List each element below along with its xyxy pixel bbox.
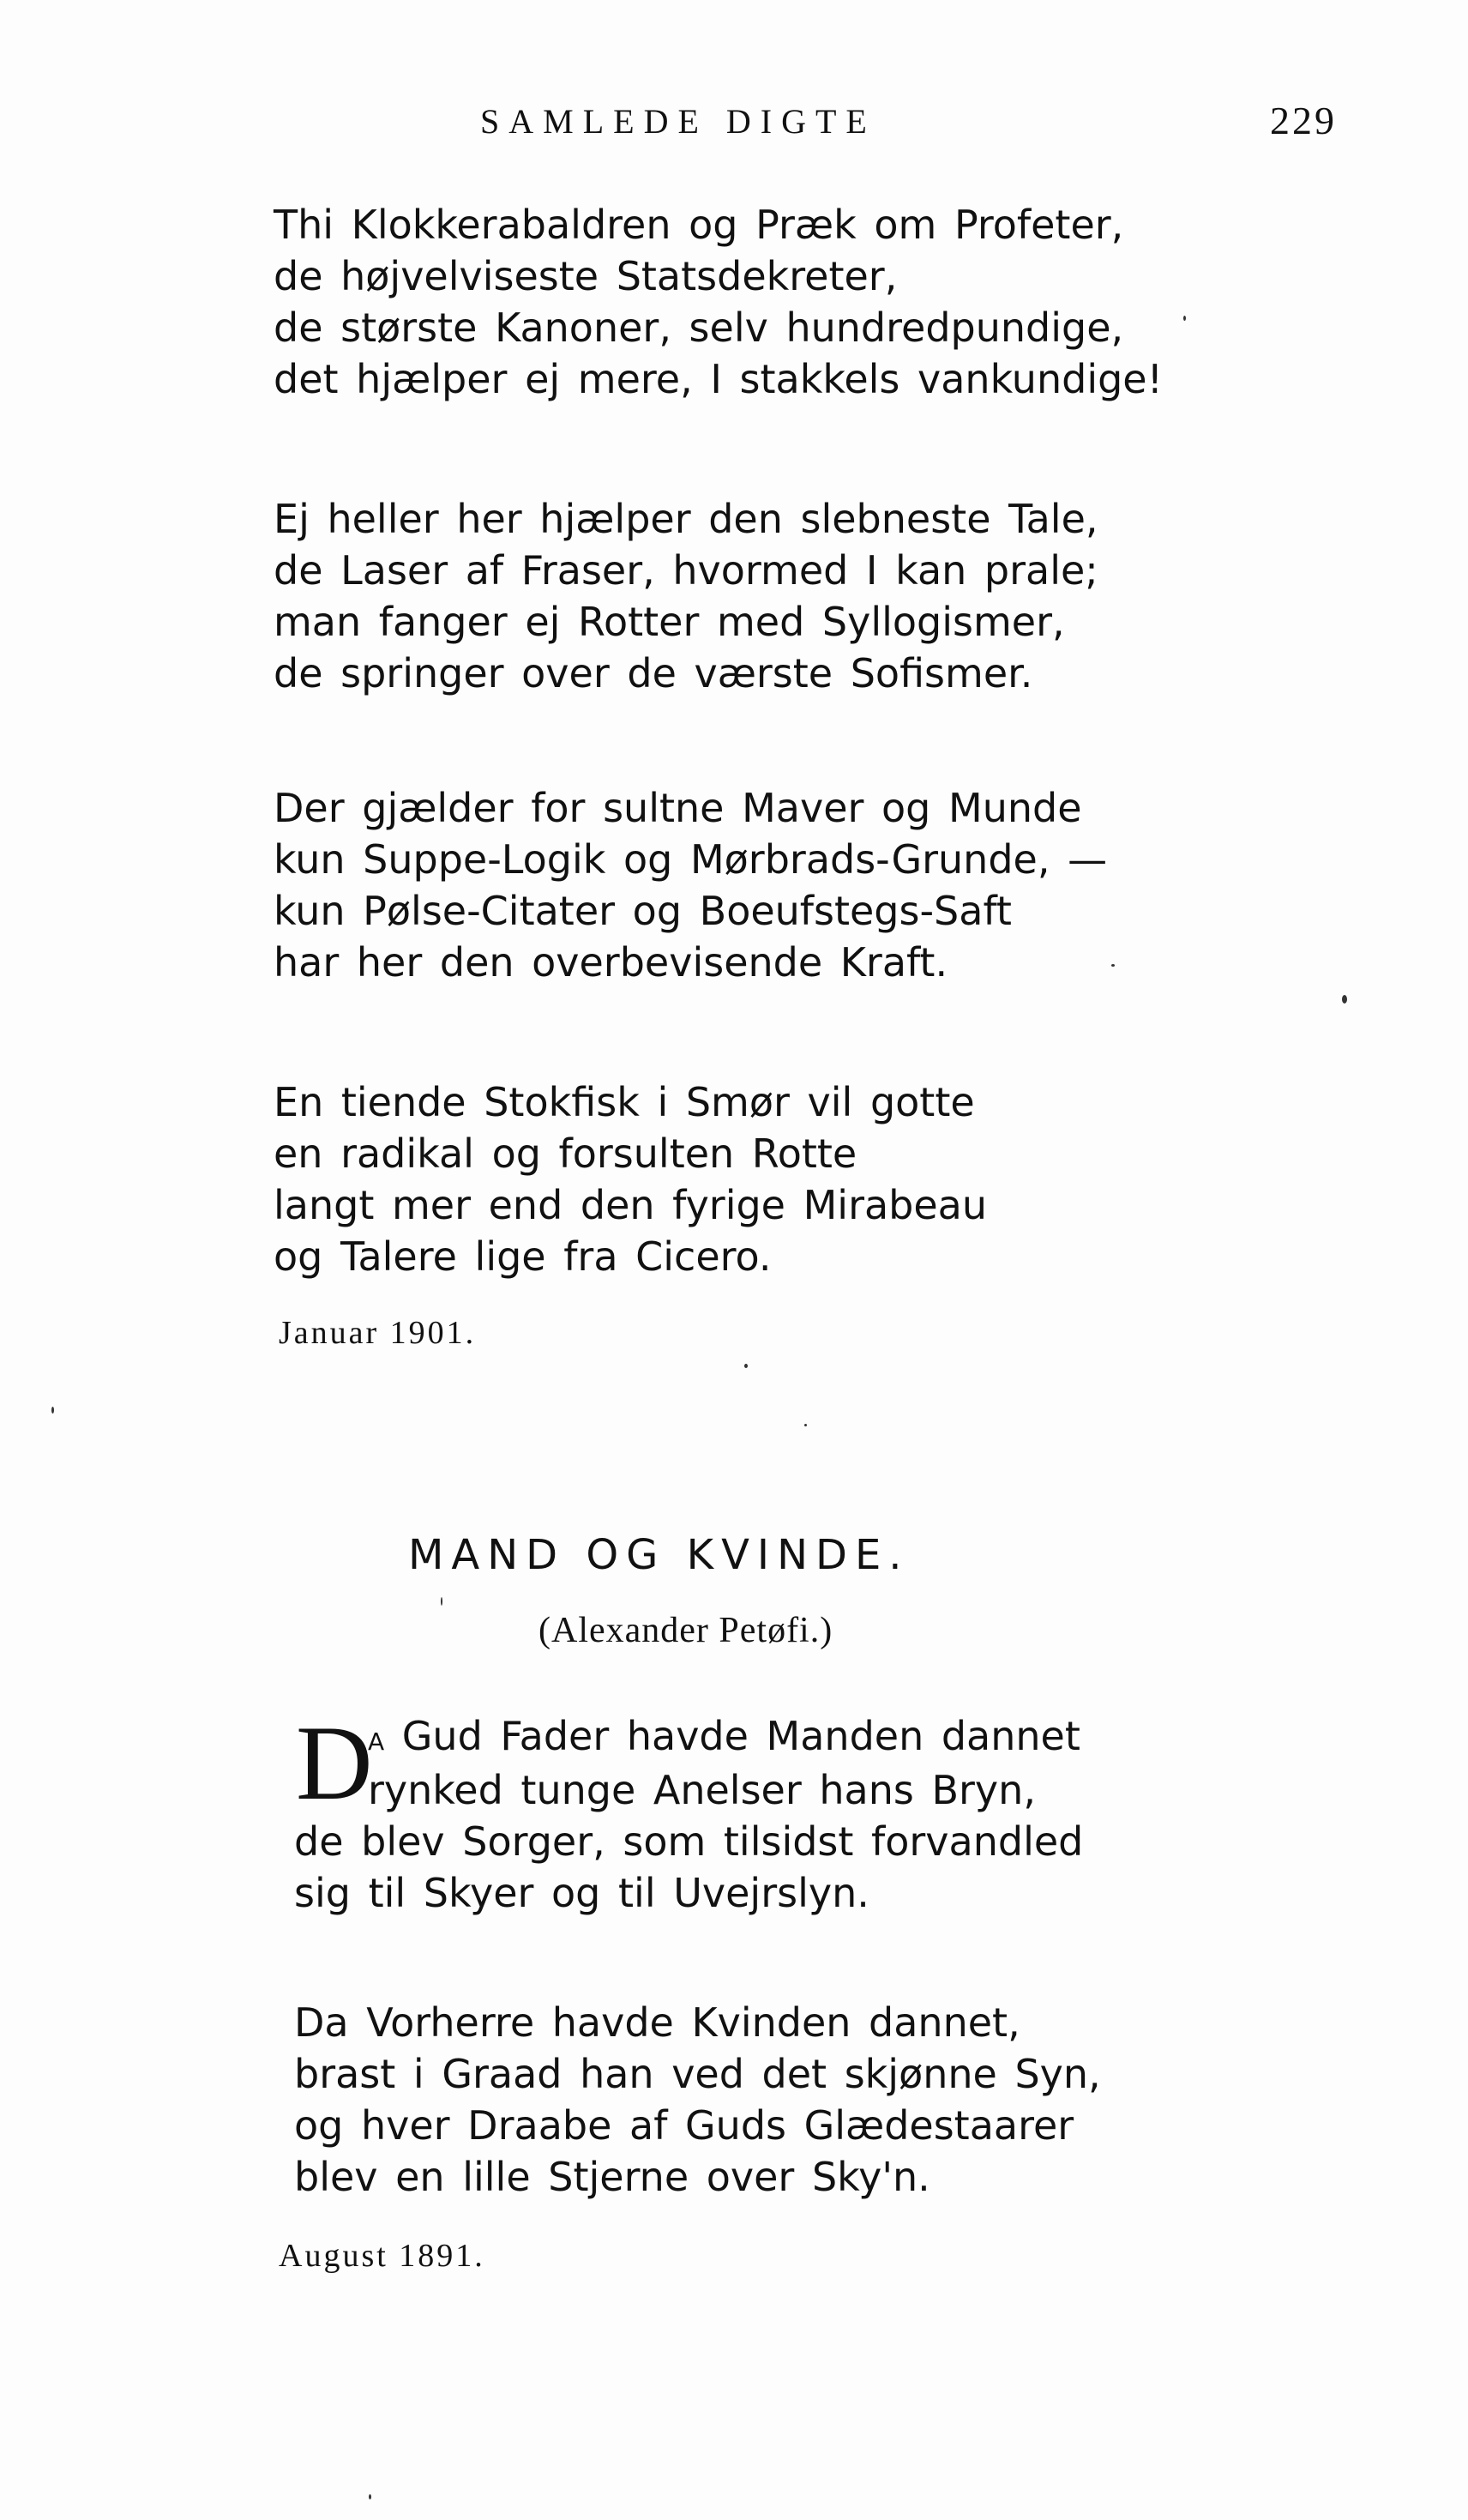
verse-line: Thi Klokkerabaldren og Præk om Profeter, [274, 202, 1124, 248]
print-speck [804, 1424, 807, 1426]
verse-line: og hver Draabe af Guds Glædestaarer [294, 2102, 1074, 2149]
verse-line: de springer over de værste Sofismer. [274, 650, 1033, 696]
print-speck [1342, 995, 1347, 1004]
verse-line-text: Gud Fader havde Manden dannet [401, 1713, 1080, 1759]
verse-line: Da Vorherre havde Kvinden dannet, [294, 1999, 1020, 2046]
verse-line: og Talere lige fra Cicero. [274, 1233, 772, 1280]
verse-line: de højvelviseste Statsdekreter, [274, 253, 898, 299]
verse-line: kun Pølse-Citater og Boeufstegs-Saft [274, 888, 1012, 934]
verse-line: rynked tunge Anelser hans Bryn, [368, 1767, 1036, 1813]
verse-line: En tiende Stokfisk i Smør vil gotte [274, 1079, 975, 1125]
running-title: SAMLEDE DIGTE [480, 102, 876, 141]
verse-line: man fanger ej Rotter med Syllogismer, [274, 599, 1065, 645]
verse-line: langt mer end den fyrige Mirabeau [274, 1182, 988, 1228]
print-speck [441, 1597, 442, 1606]
verse-line: en radikal og forsulten Rotte [274, 1130, 857, 1177]
page-number: 229 [1270, 99, 1337, 142]
verse-line [368, 1710, 1083, 1764]
stanza-4 [274, 1076, 987, 1282]
verse-line: blev en lille Stjerne over Sky'n. [294, 2154, 930, 2200]
poem-subtitle: (Alexander Petøfi.) [538, 1611, 833, 1650]
verse-line: kun Suppe-Logik og Mørbrads-Grunde, — [274, 836, 1108, 883]
stanza-3 [274, 782, 1107, 988]
drop-cap: D [296, 1704, 373, 1822]
poem-title: MAND OG KVINDE. [408, 1531, 910, 1579]
verse-line: Ej heller her hjælper den slebneste Tale, [274, 496, 1098, 542]
print-speck [369, 2494, 371, 2499]
verse-line: har her den overbevisende Kraft. [274, 939, 948, 986]
first-word-rest: a [368, 1719, 385, 1758]
verse-line: sig til Skyer og til Uvejrslyn. [294, 1870, 869, 1916]
print-speck [744, 1364, 748, 1368]
print-speck [1111, 964, 1115, 967]
verse-line: det hjælper ej mere, I stakkels vankundige! [274, 356, 1164, 402]
stanza-1 [274, 199, 1163, 405]
verse-line: brast i Graad han ved det skjønne Syn, [294, 2051, 1101, 2097]
print-speck [51, 1407, 54, 1414]
stanza-2 [274, 493, 1098, 699]
verse-line: de største Kanoner, selv hundredpundige, [274, 304, 1124, 351]
poem-date: August 1891. [279, 2238, 485, 2274]
previous-poem-date: Januar 1901. [279, 1315, 477, 1351]
verse-line: de Laser af Fraser, hvormed I kan prale; [274, 547, 1098, 594]
print-speck [1183, 316, 1186, 321]
verse-line: Der gjælder for sultne Maver og Munde [274, 785, 1082, 831]
verse-line: de blev Sorger, som tilsidst forvandled [294, 1818, 1084, 1865]
poem-stanza-1 [294, 1704, 1084, 1919]
poem-stanza-2 [294, 1997, 1101, 2203]
